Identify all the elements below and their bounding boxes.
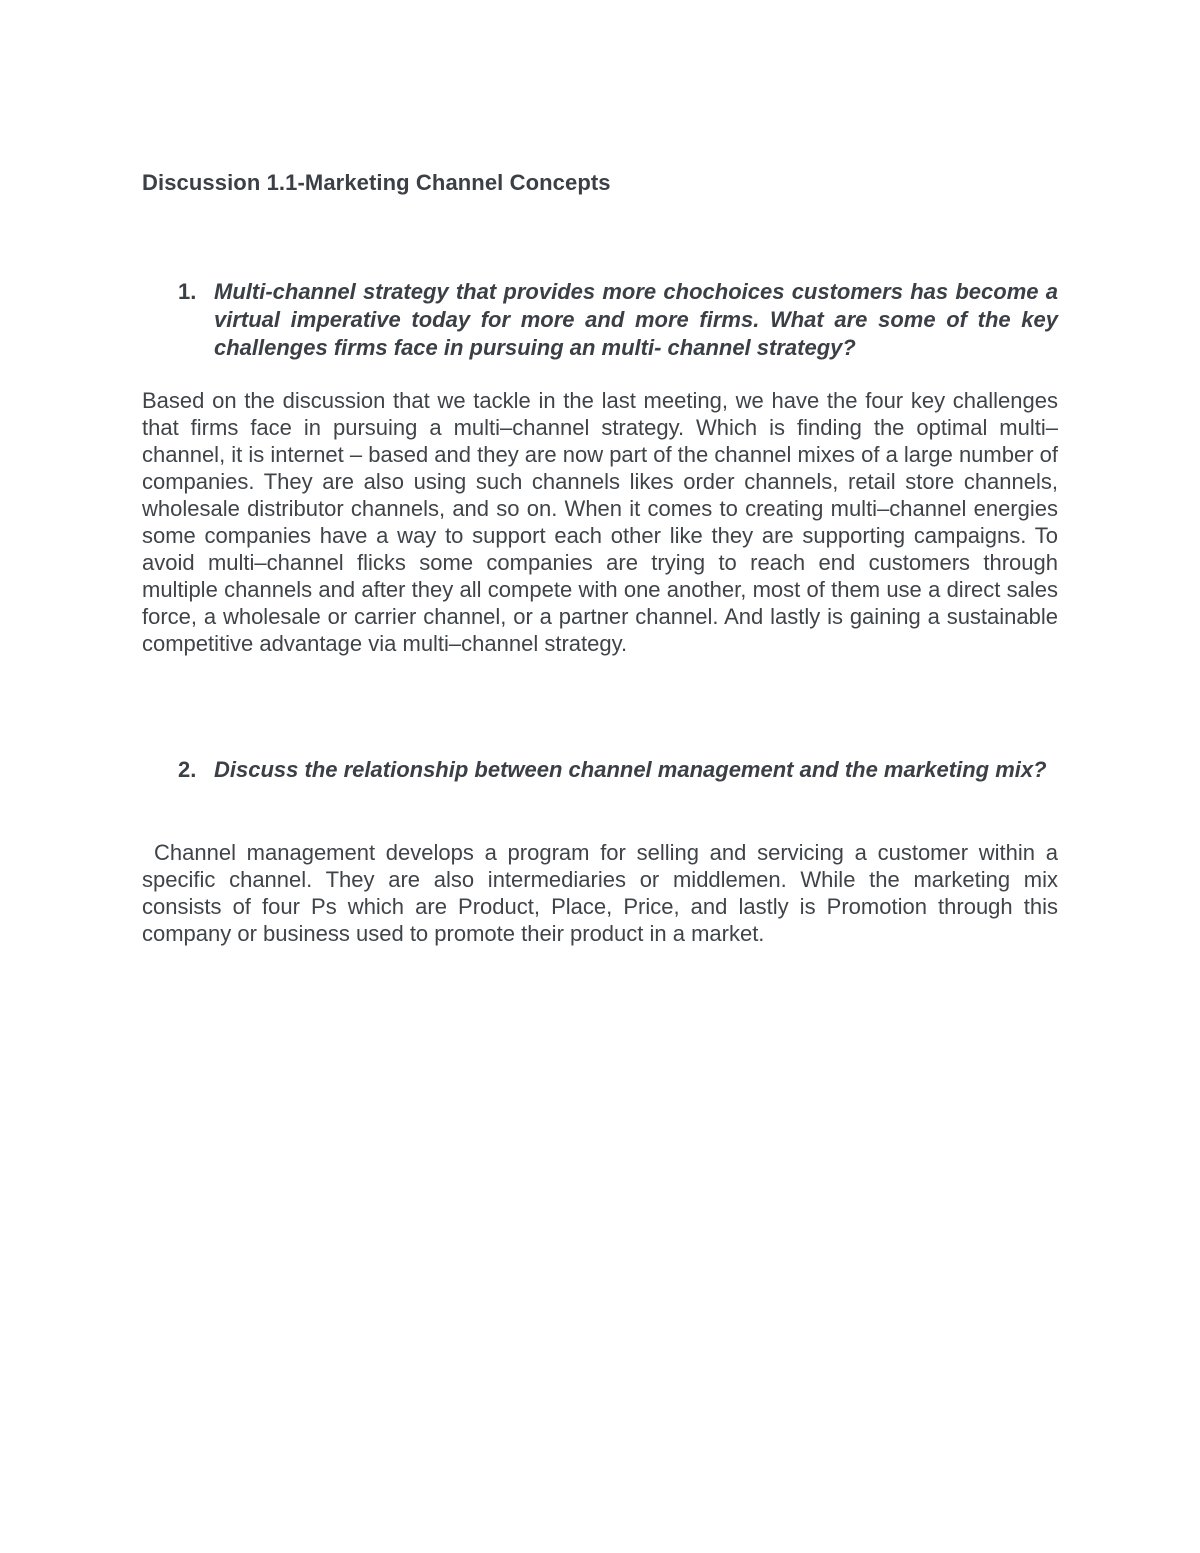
question-2-text: Discuss the relationship between channel management and the marketing mix? <box>214 757 1047 782</box>
question-1-text: Multi-channel strategy that provides more chochoices customers has become a virtual imperative today for more and more firms. What are some of the key challenges firms face in pursuing an multi- channel strategy? <box>214 279 1058 360</box>
question-1-number: 1. <box>178 279 197 304</box>
question-1 <box>142 278 1058 362</box>
question-2-number: 2. <box>178 757 197 782</box>
question-2 <box>142 756 1058 784</box>
answer-2: Channel management develops a program for selling and servicing a customer within a specific channel. They are also intermediaries or middlemen. While the marketing mix consists of four Ps which are Product, Place, Price, and lastly is Promotion through this company or business used to promote their product in a market. <box>142 840 1058 946</box>
document-title: Discussion 1.1-Marketing Channel Concepts <box>142 170 611 195</box>
answer-1: Based on the discussion that we tackle in the last meeting, we have the four key challenges that firms face in pursuing a multi–channel strategy. Which is finding the optimal multi–channel, it is internet – based and they are now part of the channel mixes of a large number of companies. They are also using such channels likes order channels, retail store channels, wholesale distributor channels, and so on. When it comes to creating multi–channel energies some companies have a way to support each other like they are supporting campaigns. To avoid multi–channel flicks some companies are trying to reach end customers through multiple channels and after they all compete with one another, most of them use a direct sales force, a wholesale or carrier channel, or a partner channel. And lastly is gaining a sustainable competitive advantage via multi–channel strategy. <box>142 388 1058 656</box>
